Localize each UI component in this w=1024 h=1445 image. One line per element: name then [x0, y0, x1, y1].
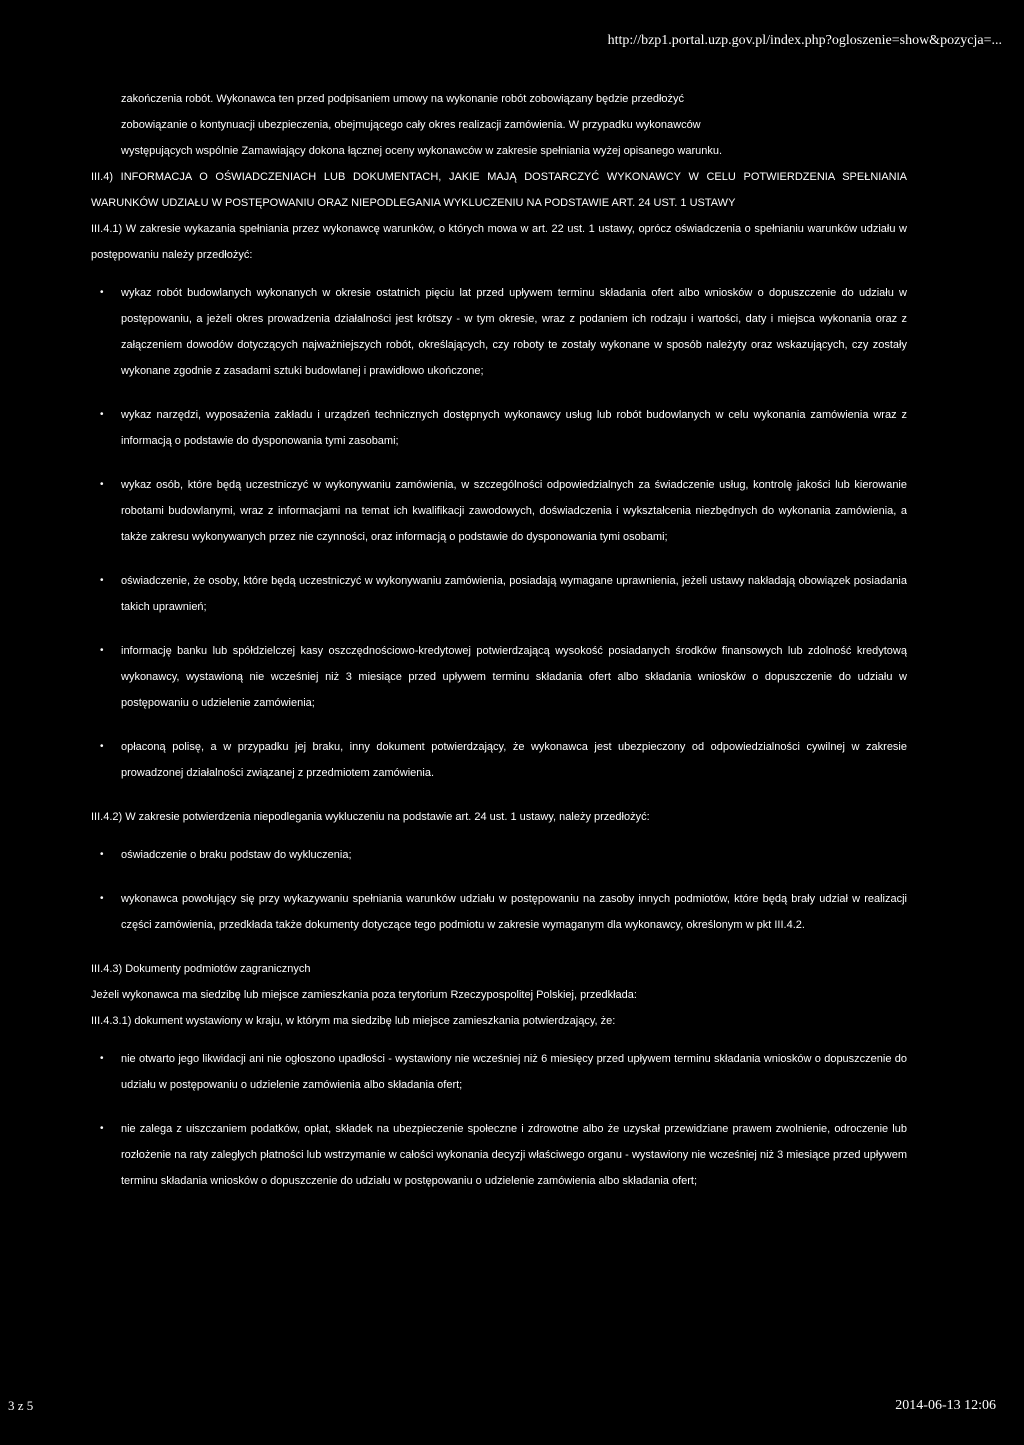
- bullet-icon: •: [100, 287, 104, 298]
- section-1-list: [91, 280, 907, 786]
- bullet-icon: •: [100, 1053, 104, 1064]
- intro-line-1: zakończenia robót. Wykonawca ten przed podpisaniem umowy na wykonanie robót zobowiązany będzie przedłożyć: [121, 93, 685, 105]
- list-item: • nie otwarto jego likwidacji ani nie ogłoszono upadłości - wystawiony nie wcześniej niż 6 miesięcy przed upływem terminu składania wniosków o dopuszczenie do udziału w postępowaniu o udzielenie zamówienia albo składania ofert;: [91, 1046, 907, 1098]
- page-url: http://bzp1.portal.uzp.gov.pl/index.php?ogloszenie=show&pozycja=...: [607, 33, 1002, 48]
- print-timestamp: 2014-06-13 12:06: [895, 1398, 996, 1413]
- list-item: • oświadczenie, że osoby, które będą uczestniczyć w wykonywaniu zamówienia, posiadają wymagane uprawnienia, jeżeli ustawy nakładają obowiązek posiadania takich uprawnień;: [91, 568, 907, 620]
- bullet-icon: •: [100, 479, 104, 490]
- section-3-heading: III.4.3) Dokumenty podmiotów zagranicznych: [91, 963, 311, 975]
- section-1-intro: III.4.1) W zakresie wykazania spełniania przez wykonawcę warunków, o których mowa w art. 22 ust. 1 ustawy, oprócz oświadczenia o spełnianiu warunków udziału w postępowaniu należy przedłożyć:: [91, 223, 907, 261]
- section-heading: III.4) INFORMACJA O OŚWIADCZENIACH LUB DOKUMENTACH, JAKIE MAJĄ DOSTARCZYĆ WYKONAWCY W CELU POTWIERDZENIA SPEŁNIANIA WARUNKÓW UDZIAŁU W POSTĘPOWANIU ORAZ NIEPODLEGANIA WYKLUCZENIU NA PODSTAWIE ART. 24 UST. 1 USTAWY: [91, 171, 907, 209]
- document-body: [91, 86, 907, 1212]
- list-item: • nie zalega z uiszczaniem podatków, opłat, składek na ubezpieczenie społeczne i zdrowotne albo że uzyskał przewidziane prawem zwolnienie, odroczenie lub rozłożenie na raty zaległych płatności lub wstrzymanie w całości wykonania decyzji właściwego organu - wystawiony nie wcześniej niż 3 miesiące przed upływem terminu składania wniosków o dopuszczenie do udziału w postępowaniu o udzielenie zamówienia albo składania ofert;: [91, 1116, 907, 1194]
- list-item: • opłaconą polisę, a w przypadku jej braku, inny dokument potwierdzający, że wykonawca jest ubezpieczony od odpowiedzialności cywilnej w zakresie prowadzonej działalności związanej z przedmiotem zamówienia.: [91, 734, 907, 786]
- bullet-icon: •: [100, 575, 104, 586]
- page-number: 3 z 5: [8, 1398, 34, 1413]
- intro-line-3: występujących wspólnie Zamawiający dokona łącznej oceny wykonawców w zakresie spełniania wyżej opisanego warunku.: [121, 145, 723, 157]
- section-2-intro: III.4.2) W zakresie potwierdzenia niepodlegania wykluczeniu na podstawie art. 24 ust. 1 ustawy, należy przedłożyć:: [91, 811, 650, 823]
- section-3-list: [91, 1046, 907, 1194]
- list-item: • wykaz narzędzi, wyposażenia zakładu i urządzeń technicznych dostępnych wykonawcy usług lub robót budowlanych w celu wykonania zamówienia wraz z informacją o podstawie do dysponowania tymi zasobami;: [91, 402, 907, 454]
- bullet-icon: •: [100, 741, 104, 752]
- list-item: • oświadczenie o braku podstaw do wykluczenia;: [91, 842, 907, 868]
- section-2-list: [91, 842, 907, 938]
- list-item: • informację banku lub spółdzielczej kasy oszczędnościowo-kredytowej potwierdzającą wysokość posiadanych środków finansowych lub zdolność kredytową wykonawcy, wystawioną nie wcześniej niż 3 miesiące przed upływem terminu składania ofert albo składania wniosków o dopuszczenie do udziału w postępowaniu o udzielenie zamówienia;: [91, 638, 907, 716]
- bullet-icon: •: [100, 893, 104, 904]
- section-3-sub: III.4.3.1) dokument wystawiony w kraju, w którym ma siedzibę lub miejsce zamieszkania potwierdzający, że:: [91, 1015, 616, 1027]
- bullet-icon: •: [100, 409, 104, 420]
- list-item: • wykaz robót budowlanych wykonanych w okresie ostatnich pięciu lat przed upływem terminu składania ofert albo wniosków o dopuszczenie do udziału w postępowaniu, a jeżeli okres prowadzenia działalności jest krótszy - w tym okresie, wraz z podaniem ich rodzaju i wartości, daty i miejsca wykonania oraz z załączeniem dowodów dotyczących najważniejszych robót, określających, czy roboty te zostały wykonane w sposób należyty oraz wskazujących, czy zostały wykonane zgodnie z zasadami sztuki budowlanej i prawidłowo ukończone;: [91, 280, 907, 384]
- bullet-icon: •: [100, 849, 104, 860]
- bullet-icon: •: [100, 645, 104, 656]
- list-item: • wykaz osób, które będą uczestniczyć w wykonywaniu zamówienia, w szczególności odpowiedzialnych za świadczenie usług, kontrolę jakości lub kierowanie robotami budowlanymi, wraz z informacjami na temat ich kwalifikacji zawodowych, doświadczenia i wykształcenia niezbędnych do wykonania zamówienia, a także zakresu wykonywanych przez nie czynności, oraz informacją o podstawie do dysponowania tymi osobami;: [91, 472, 907, 550]
- section-3-line: Jeżeli wykonawca ma siedzibę lub miejsce zamieszkania poza terytorium Rzeczypospolitej Polskiej, przedkłada:: [91, 989, 637, 1001]
- bullet-icon: •: [100, 1123, 104, 1134]
- intro-line-2: zobowiązanie o kontynuacji ubezpieczenia, obejmującego cały okres realizacji zamówienia. W przypadku wykonawców: [121, 119, 701, 131]
- list-item: • wykonawca powołujący się przy wykazywaniu spełniania warunków udziału w postępowaniu na zasoby innych podmiotów, które będą brały udział w realizacji części zamówienia, przedkłada także dokumenty dotyczące tego podmiotu w zakresie wymaganym dla wykonawcy, określonym w pkt III.4.2.: [91, 886, 907, 938]
